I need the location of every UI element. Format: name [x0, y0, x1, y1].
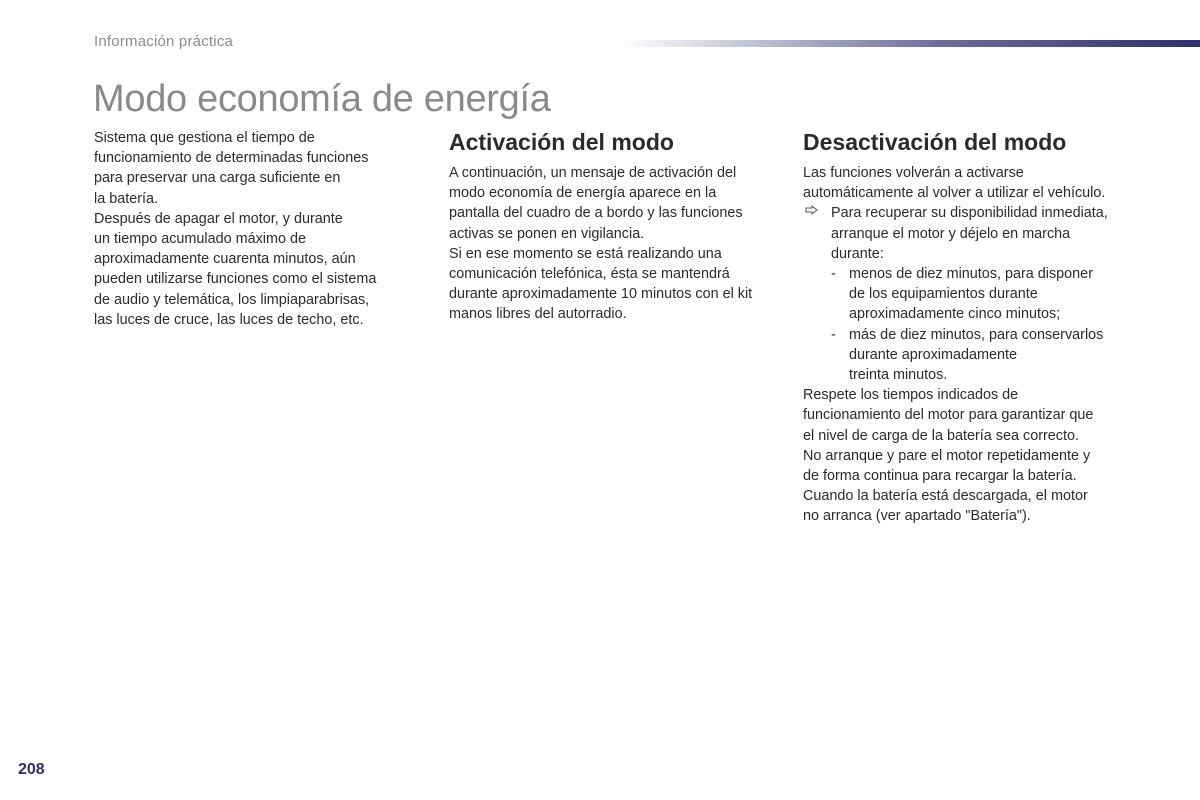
page-number: 208 — [18, 761, 45, 778]
deactivation-intro-line: Las funciones volverán a activarse — [803, 165, 1024, 181]
section-label: Información práctica — [94, 33, 234, 50]
sub-item — [803, 264, 1143, 325]
pointing-hand-icon — [805, 203, 818, 223]
intro-line: Después de apagar el motor, y durante — [94, 210, 343, 227]
activation-line: modo economía de energía aparece en la — [449, 185, 717, 202]
intro-line: para preservar una carga suficiente en — [94, 170, 341, 187]
sub-item-line: durante aproximadamente — [849, 346, 1017, 363]
outro-line: no arranca (ver apartado "Batería"). — [803, 508, 1031, 525]
deactivation-column — [803, 128, 1143, 527]
bullet-item — [803, 203, 1143, 264]
header-gradient-bar — [620, 40, 1200, 47]
intro-line: un tiempo acumulado máximo de — [94, 231, 306, 248]
sub-item — [803, 325, 1143, 386]
activation-line: manos libres del autorradio. — [449, 306, 627, 323]
bullet-line: durante: — [831, 245, 884, 262]
intro-line: la batería. — [94, 190, 158, 207]
outro-line: de forma continua para recargar la batería. — [803, 468, 1077, 485]
outro-line: Cuando la batería está descargada, el motor — [803, 488, 1088, 505]
intro-line: Sistema que gestiona el tiempo de — [94, 130, 315, 146]
sub-item-line: aproximadamente cinco minutos; — [849, 306, 1061, 323]
activation-line: durante aproximadamente 10 minutos con el kit — [449, 286, 753, 303]
sub-item-line: treinta minutos. — [849, 367, 948, 384]
activation-line: A continuación, un mensaje de activación del — [449, 165, 737, 181]
intro-line: pueden utilizarse funciones como el sistema — [94, 271, 377, 288]
intro-line: funcionamiento de determinadas funciones — [94, 150, 369, 167]
sub-item-line: más de diez minutos, para conservarlos — [849, 326, 1104, 343]
sub-item-line: menos de diez minutos, para disponer — [849, 266, 1093, 283]
outro-line: el nivel de carga de la batería sea correcto. — [803, 427, 1079, 444]
activation-column — [449, 128, 779, 325]
page-title: Modo economía de energía — [93, 78, 551, 120]
outro-line: funcionamiento del motor para garantizar que — [803, 407, 1094, 424]
intro-line: las luces de cruce, las luces de techo, etc. — [94, 311, 364, 328]
activation-heading: Activación del modo — [449, 129, 674, 155]
deactivation-heading: Desactivación del modo — [803, 129, 1067, 155]
activation-line: Si en ese momento se está realizando una — [449, 245, 722, 262]
sub-item-line: de los equipamientos durante — [849, 286, 1038, 303]
deactivation-intro-line: automáticamente al volver a utilizar el vehículo. — [803, 185, 1106, 202]
dash-marker: - — [831, 326, 836, 343]
bullet-line: arranque el motor y déjelo en marcha — [831, 225, 1071, 242]
dash-marker: - — [831, 266, 836, 283]
bullet-line: Para recuperar su disponibilidad inmediata, — [831, 205, 1108, 222]
outro-line: Respete los tiempos indicados de — [803, 387, 1019, 404]
intro-line: aproximadamente cuarenta minutos, aún — [94, 251, 356, 268]
activation-line: comunicación telefónica, ésta se mantendrá — [449, 266, 730, 283]
activation-line: pantalla del cuadro de a bordo y las funciones — [449, 205, 743, 222]
intro-line: de audio y telemática, los limpiaparabrisas, — [94, 291, 370, 308]
activation-line: activas se ponen en vigilancia. — [449, 225, 645, 242]
outro-line: No arranque y pare el motor repetidamente y — [803, 447, 1091, 464]
intro-column — [94, 128, 414, 330]
